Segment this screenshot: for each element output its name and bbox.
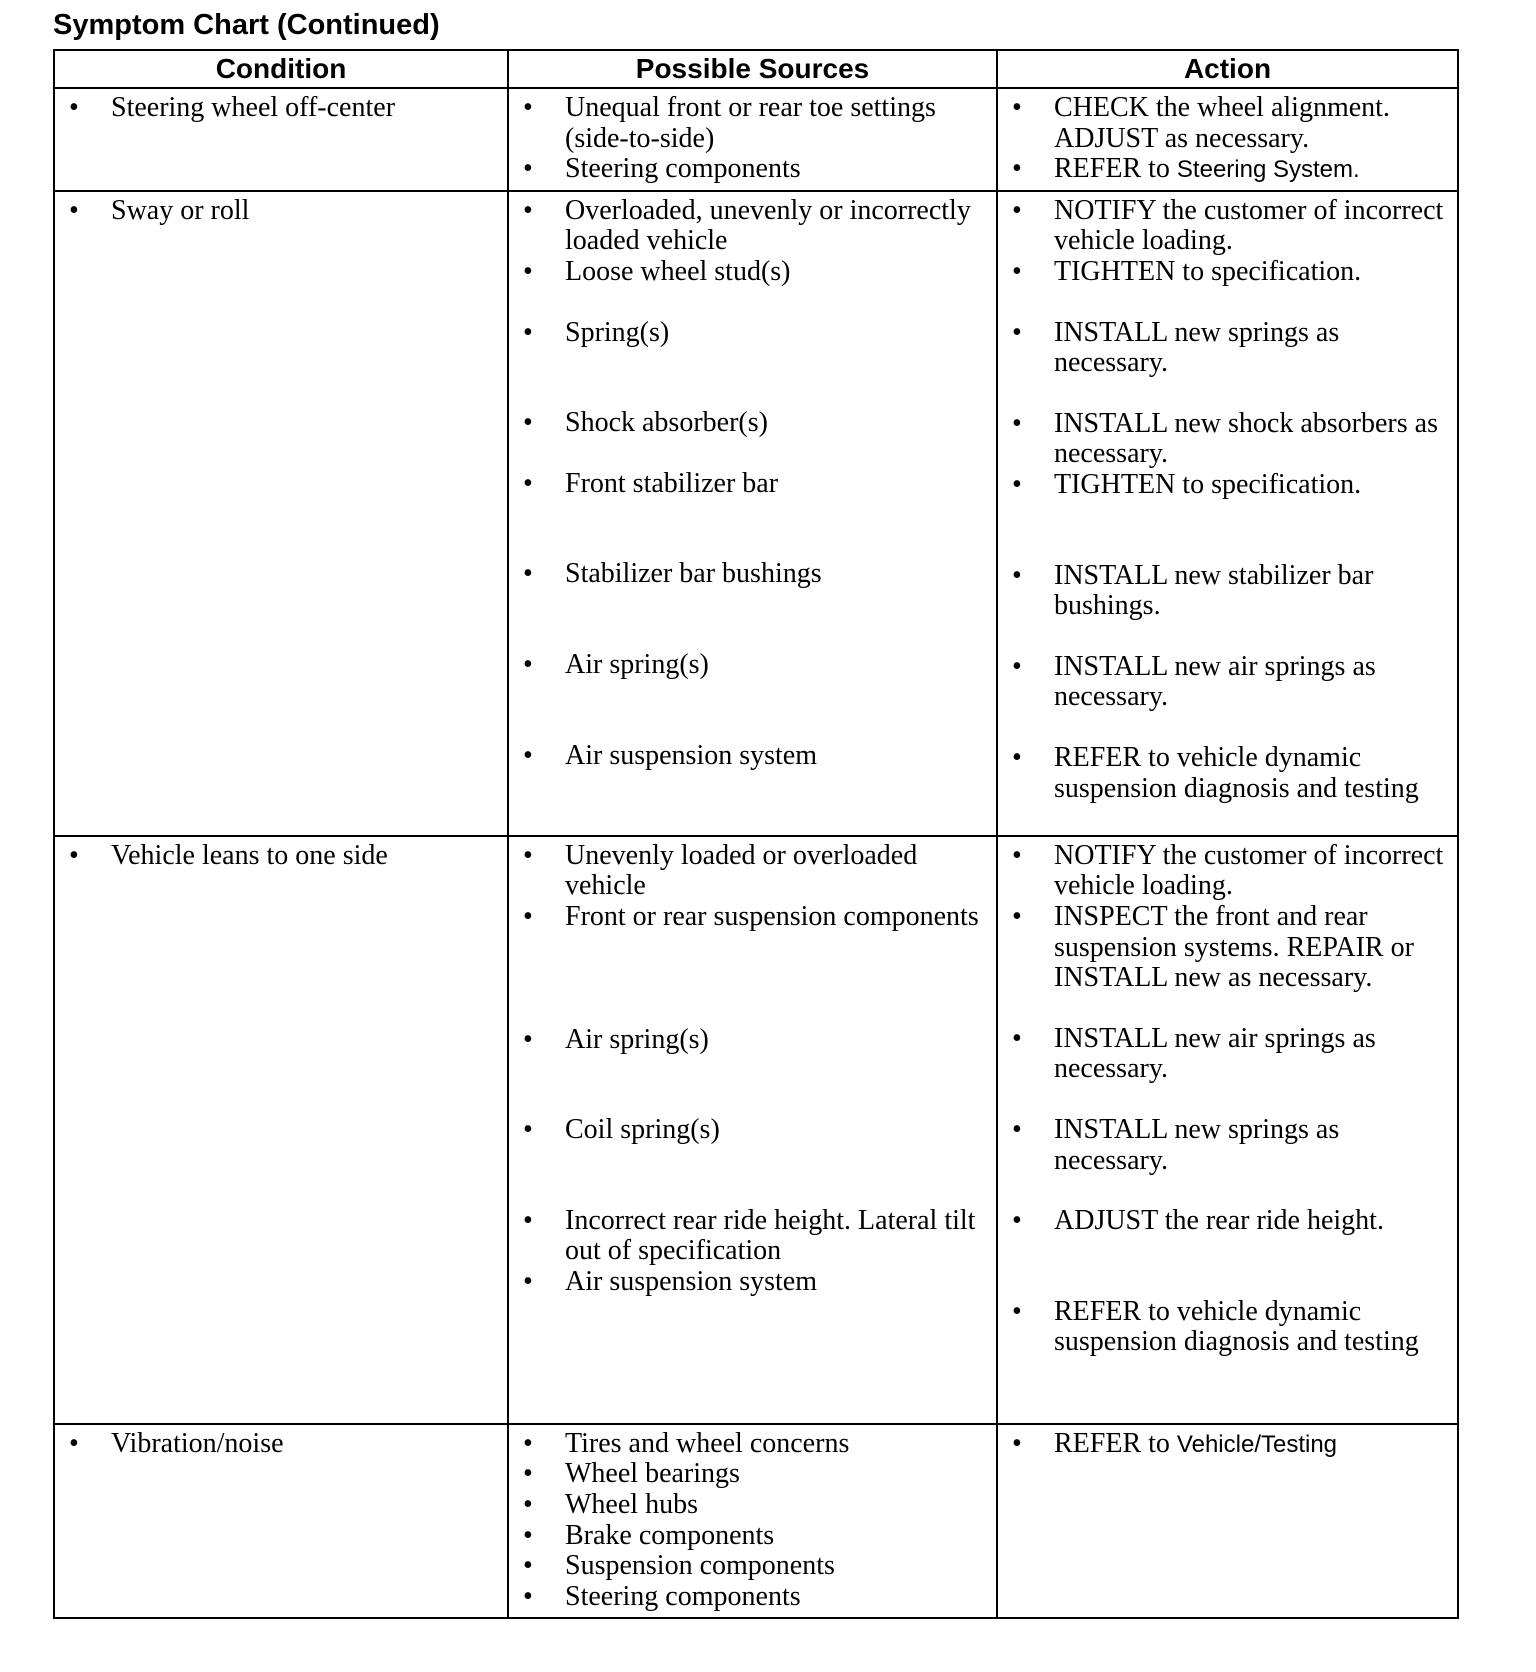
action-text: ADJUST the rear ride height. — [1054, 1205, 1384, 1237]
bullet-icon: • — [523, 839, 533, 871]
source-text: Incorrect rear ride height. Lateral tilt out of specification — [565, 1204, 976, 1267]
bullet-icon: • — [1012, 153, 1022, 185]
source-text: Front or rear suspension components — [565, 900, 979, 932]
bullet-icon: • — [1012, 1113, 1022, 1145]
list-item — [521, 1429, 988, 1460]
bullet-icon: • — [1012, 194, 1022, 226]
action-text: NOTIFY the customer of incorrect vehicle loading. — [1054, 839, 1444, 902]
list-item — [1010, 1115, 1449, 1176]
reference-vehicle-testing[interactable]: Vehicle/Testing — [1176, 1430, 1338, 1458]
list-item — [1010, 409, 1449, 470]
source-text: Spring(s) — [565, 316, 670, 348]
bullet-icon: • — [523, 467, 533, 499]
list-item — [521, 318, 988, 349]
list-item — [521, 1490, 988, 1521]
list-item — [67, 841, 499, 872]
list-item — [1010, 743, 1449, 804]
page-title: Symptom Chart (Continued) — [53, 9, 440, 41]
source-text: Unevenly loaded or overloaded vehicle — [565, 839, 918, 902]
bullet-icon: • — [523, 1114, 533, 1146]
source-text: Wheel bearings — [565, 1458, 740, 1490]
bullet-icon: • — [523, 407, 533, 439]
action-text: INSTALL new springs as necessary. — [1054, 1113, 1340, 1176]
source-text: Wheel hubs — [565, 1488, 698, 1520]
condition-cell — [54, 191, 508, 836]
bullet-icon: • — [1012, 650, 1022, 682]
action-text: REFER to vehicle dynamic suspension diagnosis and testing — [1054, 741, 1419, 804]
action-cell — [997, 88, 1458, 191]
list-item — [1010, 318, 1449, 379]
bullet-icon: • — [1012, 407, 1022, 439]
bullet-icon: • — [69, 1427, 79, 1459]
refer-prefix: REFER to — [1054, 153, 1170, 185]
action-text — [1054, 154, 1449, 186]
bullet-icon: • — [523, 194, 533, 226]
symptom-table — [53, 49, 1459, 1619]
action-text: NOTIFY the customer of incorrect vehicle loading. — [1054, 194, 1444, 257]
action-text: REFER to vehicle dynamic suspension diagnosis and testing — [1054, 1295, 1419, 1358]
bullet-icon: • — [523, 558, 533, 590]
list-item — [1010, 1206, 1449, 1237]
sources-cell — [508, 191, 997, 836]
source-text: Coil spring(s) — [565, 1114, 720, 1146]
source-text: Air spring(s) — [565, 648, 709, 680]
source-text: Air spring(s) — [565, 1023, 709, 1055]
condition-cell — [54, 836, 508, 1424]
action-text: INSPECT the front and rear suspension systems. REPAIR or INSTALL new as necessary. — [1054, 900, 1414, 994]
list-item — [1010, 196, 1449, 257]
reference-steering-system[interactable]: Steering System. — [1176, 156, 1360, 184]
list-item — [521, 1206, 988, 1267]
condition-text: Steering wheel off-center — [111, 92, 396, 123]
bullet-icon: • — [69, 839, 79, 871]
list-item — [521, 1267, 988, 1298]
list-item — [1010, 652, 1449, 713]
list-item — [521, 257, 988, 288]
source-text: Steering components — [565, 1580, 801, 1612]
bullet-icon: • — [1012, 255, 1022, 287]
header-action: Action — [997, 50, 1458, 88]
source-text: Air suspension system — [565, 739, 817, 771]
action-text: INSTALL new stabilizer bar bushings. — [1054, 559, 1374, 622]
bullet-icon: • — [523, 1265, 533, 1297]
source-text: Air suspension system — [565, 1265, 817, 1297]
list-item — [67, 196, 499, 227]
action-text: INSTALL new shock absorbers as necessary. — [1054, 407, 1438, 470]
list-item — [1010, 154, 1449, 186]
bullet-icon: • — [1012, 741, 1022, 773]
bullet-icon: • — [1012, 839, 1022, 871]
list-item — [521, 1115, 988, 1146]
sources-cell — [508, 836, 997, 1424]
condition-cell — [54, 1424, 508, 1618]
list-item — [521, 902, 988, 933]
list-item — [521, 469, 988, 500]
list-item — [1010, 1429, 1449, 1461]
list-item — [521, 1459, 988, 1490]
list-item — [1010, 1297, 1449, 1358]
list-item — [521, 559, 988, 590]
list-item — [521, 408, 988, 439]
list-item — [521, 841, 988, 902]
bullet-icon: • — [523, 1023, 533, 1055]
bullet-icon: • — [1012, 900, 1022, 932]
list-item — [521, 1582, 988, 1613]
action-cell — [997, 191, 1458, 836]
list-item — [521, 93, 988, 154]
header-row — [54, 50, 1458, 88]
source-text: Steering components — [565, 153, 801, 185]
list-item — [521, 196, 988, 257]
condition-text: Vibration/noise — [111, 1427, 284, 1459]
list-item — [1010, 902, 1449, 994]
source-text: Overloaded, unevenly or incorrectly loaded vehicle — [565, 194, 971, 257]
bullet-icon: • — [523, 255, 533, 287]
bullet-icon: • — [523, 316, 533, 348]
source-text: Tires and wheel concerns — [565, 1427, 850, 1459]
header-condition: Condition — [54, 50, 508, 88]
bullet-icon: • — [1012, 468, 1022, 500]
bullet-icon: • — [523, 1204, 533, 1236]
bullet-icon: • — [1012, 1205, 1022, 1237]
bullet-icon: • — [1012, 1022, 1022, 1054]
action-cell — [997, 1424, 1458, 1618]
list-item — [521, 154, 988, 185]
sources-cell — [508, 88, 997, 191]
source-text: Stabilizer bar bushings — [565, 558, 822, 590]
list-item — [521, 741, 988, 772]
list-item — [1010, 93, 1449, 154]
list-item — [521, 1025, 988, 1056]
bullet-icon: • — [523, 1519, 533, 1551]
bullet-icon: • — [1012, 92, 1022, 123]
source-text: Shock absorber(s) — [565, 407, 768, 439]
bullet-icon: • — [523, 153, 533, 185]
bullet-icon: • — [1012, 1295, 1022, 1327]
refer-prefix: REFER to — [1054, 1427, 1170, 1459]
source-text: Front stabilizer bar — [565, 467, 779, 499]
condition-cell — [54, 88, 508, 191]
action-text: INSTALL new air springs as necessary. — [1054, 650, 1376, 713]
list-item — [1010, 257, 1449, 288]
table-row — [54, 191, 1458, 836]
action-cell — [997, 836, 1458, 1424]
action-text: TIGHTEN to specification. — [1054, 468, 1362, 500]
list-item — [1010, 841, 1449, 902]
list-item — [67, 1429, 499, 1460]
action-text: TIGHTEN to specification. — [1054, 255, 1362, 287]
bullet-icon: • — [1012, 1427, 1022, 1459]
source-text: Loose wheel stud(s) — [565, 255, 791, 287]
bullet-icon: • — [523, 1488, 533, 1520]
bullet-icon: • — [523, 900, 533, 932]
bullet-icon: • — [523, 1458, 533, 1490]
bullet-icon: • — [69, 194, 79, 226]
table-row — [54, 1424, 1458, 1618]
action-text: CHECK the wheel alignment. ADJUST as necessary. — [1054, 92, 1390, 154]
list-item — [67, 93, 499, 124]
list-item — [1010, 561, 1449, 622]
condition-text: Vehicle leans to one side — [111, 839, 388, 871]
table-row — [54, 836, 1458, 1424]
action-text: INSTALL new springs as necessary. — [1054, 316, 1340, 379]
source-text: Brake components — [565, 1519, 775, 1551]
list-item — [521, 650, 988, 681]
table-row — [54, 88, 1458, 191]
bullet-icon: • — [523, 648, 533, 680]
source-text: Unequal front or rear toe settings (side-to-side) — [565, 92, 936, 154]
bullet-icon: • — [523, 92, 533, 123]
list-item — [521, 1551, 988, 1582]
condition-text: Sway or roll — [111, 194, 250, 226]
list-item — [521, 1521, 988, 1552]
action-text — [1054, 1429, 1449, 1461]
source-text: Suspension components — [565, 1550, 835, 1582]
list-item — [1010, 1024, 1449, 1085]
bullet-icon: • — [523, 1580, 533, 1612]
action-text: INSTALL new air springs as necessary. — [1054, 1022, 1376, 1085]
bullet-icon: • — [1012, 559, 1022, 591]
list-item — [1010, 470, 1449, 501]
sources-cell — [508, 1424, 997, 1618]
bullet-icon: • — [69, 92, 79, 123]
bullet-icon: • — [523, 1550, 533, 1582]
bullet-icon: • — [523, 1427, 533, 1459]
bullet-icon: • — [523, 739, 533, 771]
header-possible-sources: Possible Sources — [508, 50, 997, 88]
bullet-icon: • — [1012, 316, 1022, 348]
